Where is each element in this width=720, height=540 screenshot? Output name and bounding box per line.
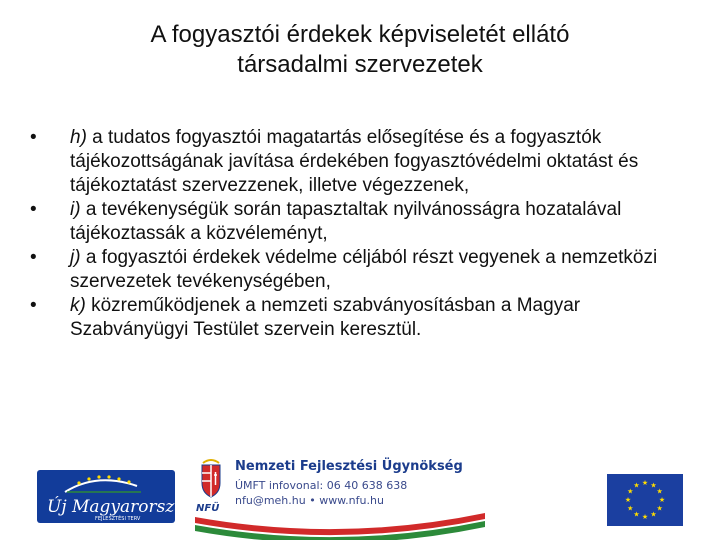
svg-text:★: ★	[658, 496, 666, 504]
nfu-name: Nemzeti Fejlesztési Ügynökség	[235, 459, 463, 474]
bullet-dot: •	[30, 127, 37, 148]
svg-text:★: ★	[650, 510, 657, 519]
slide-title	[60, 20, 660, 80]
svg-text:★: ★	[624, 496, 632, 504]
bullet-marker: j)	[70, 247, 81, 268]
svg-text:★: ★	[641, 479, 649, 487]
uj-magyarorszag-logo	[37, 470, 196, 523]
list-item	[30, 294, 680, 342]
svg-text:★: ★	[633, 510, 640, 519]
svg-text:★: ★	[650, 481, 657, 490]
bullet-list	[30, 126, 680, 342]
svg-text:★: ★	[633, 481, 640, 490]
bullet-marker: i)	[70, 199, 81, 220]
nfu-contact: nfu@meh.hu • www.nfu.hu	[235, 494, 384, 507]
bullet-text: a tudatos fogyasztói magatartás elősegítése és a fogyasztók tájékozottságának javítása érdekében fogyasztóvédelmi oktatást és tájékoztatást szervezzenek, illetve végezzenek,	[70, 127, 639, 196]
bullet-text: a fogyasztói érdekek védelme céljából részt vegyenek a nemzetközi szervezetek tevékenységében,	[70, 247, 658, 292]
svg-text:★: ★	[641, 513, 649, 521]
list-item	[30, 126, 680, 198]
list-item	[30, 198, 680, 246]
svg-text:★: ★	[656, 487, 663, 496]
bullet-marker: k)	[70, 295, 86, 316]
uj-magyarorszag-emblem	[37, 470, 196, 523]
nfu-logo	[190, 455, 490, 540]
nfu-infoline: ÚMFT infovonal: 06 40 638 638	[235, 479, 408, 492]
uj-magyarorszag-wordmark: Új Magyarország	[47, 497, 196, 517]
bullet-dot: •	[30, 247, 37, 268]
bullet-text: közreműködjenek a nemzeti szabványosításban a Magyar Szabványügyi Testület szervein keresztül.	[70, 295, 581, 340]
title-line-1: A fogyasztói érdekek képviseletét ellátó	[150, 21, 570, 48]
bullet-text: a tevékenységük során tapasztaltak nyilvánosságra hozatalával tájékoztassák a közvéleményt,	[70, 199, 622, 244]
svg-text:★: ★	[627, 487, 634, 496]
nfu-abbr: NFÜ	[196, 503, 220, 514]
uj-magyarorszag-subtext: FEJLESZTÉSI TERV	[95, 516, 141, 522]
bullet-dot: •	[30, 199, 37, 220]
list-item	[30, 246, 680, 294]
bullet-dot: •	[30, 295, 37, 316]
eu-stars	[607, 474, 683, 526]
title-line-2: társadalmi szervezetek	[237, 51, 483, 78]
svg-text:★: ★	[627, 504, 634, 513]
eu-flag-icon	[607, 474, 683, 526]
bullet-marker: h)	[70, 127, 87, 148]
svg-text:★: ★	[656, 504, 663, 513]
